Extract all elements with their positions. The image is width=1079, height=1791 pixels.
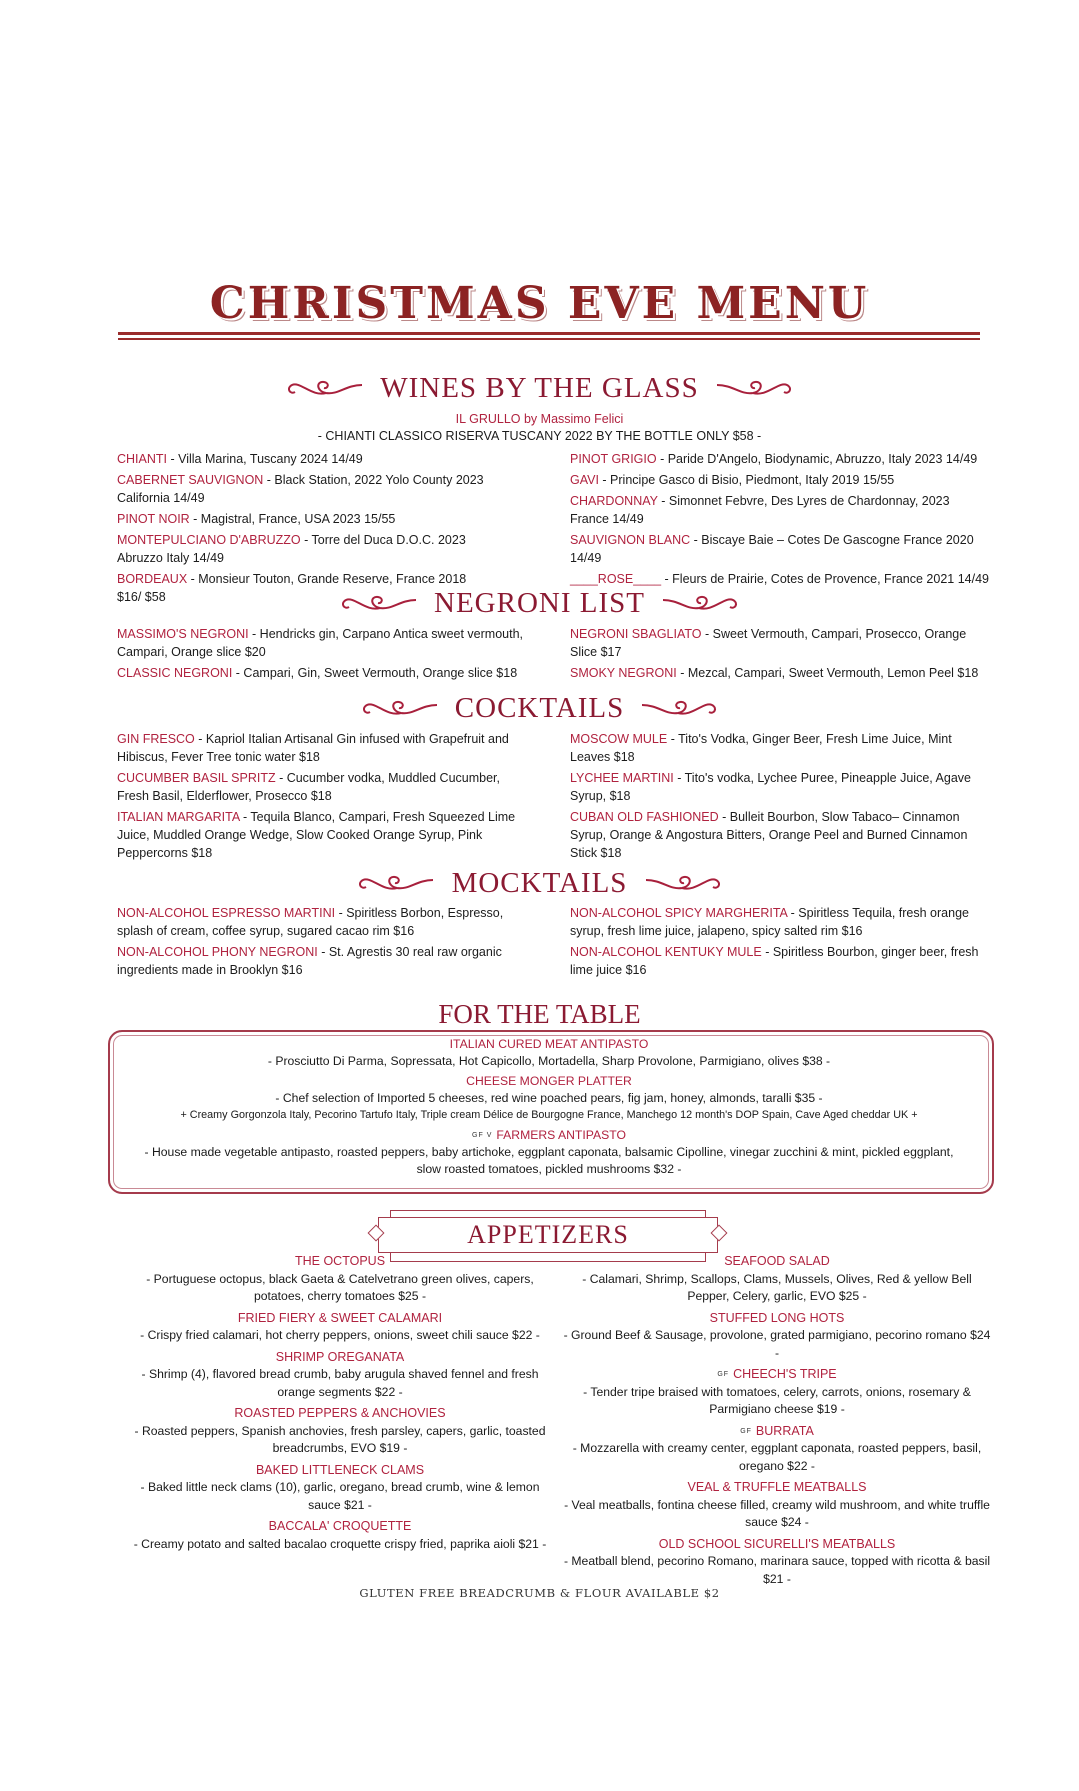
dietary-tag: GF [717, 1371, 730, 1379]
negroni-item: MASSIMO'S NEGRONI - Hendricks gin, Carpano Antica sweet vermouth, Campari, Orange slice $20 [117, 627, 524, 659]
dietary-tag: GF V [472, 1132, 493, 1140]
negroni-item: SMOKY NEGRONI - Mezcal, Campari, Sweet Vermouth, Lemon Peel $18 [570, 666, 979, 680]
negroni-right-column [570, 625, 990, 685]
swirl-right-icon [640, 697, 718, 719]
mocktails-heading-label: MOCKTAILS [451, 866, 628, 899]
wine-item: PINOT GRIGIO - Paride D'Angelo, Biodynamic, Abruzzo, Italy 2023 14/49 [570, 452, 978, 466]
appetizer-item: SEAFOOD SALAD - Calamari, Shrimp, Scallops, Clams, Mussels, Olives, Red & yellow Bell Pepper, Celery, garlic, EVO $25 - [582, 1254, 972, 1303]
mocktails-right-column [570, 904, 980, 982]
appetizer-item: BACCALA' CROQUETTE - Creamy potato and salted bacalao croquette crispy fried, paprika aioli $21 - [133, 1519, 547, 1551]
wines-right-column [570, 450, 990, 591]
dietary-tag: GF [740, 1427, 752, 1435]
swirl-left-icon [340, 592, 418, 614]
wine-item: MONTEPULCIANO D'ABRUZZO - Torre del Duca D.O.C. 2023 Abruzzo Italy 14/49 [117, 533, 466, 565]
appetizer-item: THE OCTOPUS - Portuguese octopus, black Gaeta & Catelvetrano green olives, capers, potatoes, cherry tomatoes $25 - [146, 1254, 534, 1303]
appetizer-item: OLD SCHOOL SICURELLI'S MEATBALLS - Meatball blend, pecorino Romano, marinara sauce, topped with ricotta & basil $21 - [563, 1536, 991, 1586]
appetizer-item: VEAL & TRUFFLE MEATBALLS - Veal meatballs, fontina cheese filled, creamy wild mushroom, and white truffle sauce $24 - [564, 1480, 990, 1530]
wine-item: BORDEAUX - Monsieur Touton, Grande Reserve, France 2018 $16/ $58 [117, 572, 467, 604]
mocktail-item: NON-ALCOHOL PHONY NEGRONI - St. Agrestis 30 real raw organic ingredients made in Brooklyn $16 [117, 945, 502, 977]
wine-item: CHIANTI - Villa Marina, Tuscany 2024 14/49 [117, 452, 363, 466]
mocktails-heading [0, 865, 1079, 900]
for-the-table-heading: FOR THE TABLE [438, 999, 641, 1029]
appetizers-right-column [562, 1253, 992, 1592]
cocktail-item: CUBAN OLD FASHIONED - Bulleit Bourbon, Slow Tabaco– Cinnamon Syrup, Orange & Angostura Bitters, Orange Peel and Burned Cinnamon Stick $18 [570, 810, 968, 860]
cocktails-heading-label: COCKTAILS [454, 691, 625, 724]
cocktails-right-column [570, 730, 980, 865]
swirl-left-icon [286, 377, 364, 399]
cocktail-item: ITALIAN MARGARITA - Tequila Blanco, Campari, Fresh Squeezed Lime Juice, Muddled Orange Wedge, Slow Cooked Orange Syrup, Pink Peppercorns $18 [117, 810, 516, 860]
swirl-left-icon [361, 697, 439, 719]
for-the-table-items [118, 1036, 980, 1178]
wines-heading [0, 370, 1079, 405]
mocktails-left-column [117, 904, 517, 982]
appetizer-item: SHRIMP OREGANATA - Shrimp (4), flavored bread crumb, baby arugula shaved fennel and fresh orange segments $22 - [141, 1349, 539, 1399]
featured-wine-desc: - CHIANTI CLASSICO RISERVA TUSCANY 2022 BY THE BOTTLE ONLY $58 - [317, 429, 762, 443]
title-rule-top [118, 332, 980, 335]
wine-item: PINOT NOIR - Magistral, France, USA 2023 15/55 [117, 512, 396, 526]
appetizer-item: GF BURRATA - Mozzarella with creamy center, eggplant caponata, roasted peppers, basil, oregano $22 - [572, 1423, 982, 1473]
mocktail-item: NON-ALCOHOL KENTUKY MULE - Spiritless Bourbon, ginger beer, fresh lime juice $16 [570, 945, 979, 977]
gluten-free-note: GLUTEN FREE BREADCRUMB & FLOUR AVAILABLE $2 [359, 1586, 720, 1600]
wine-item: CHARDONNAY - Simonnet Febvre, Des Lyres de Chardonnay, 2023 France 14/49 [570, 494, 950, 526]
cocktails-heading [0, 690, 1079, 725]
cocktail-item: MOSCOW MULE - Tito's Vodka, Ginger Beer, Fresh Lime Juice, Mint Leaves $18 [570, 732, 952, 764]
appetizer-item: STUFFED LONG HOTS - Ground Beef & Sausage, provolone, grated parmigiano, pecorino romano $24 - [563, 1310, 991, 1360]
negroni-item: CLASSIC NEGRONI - Campari, Gin, Sweet Vermouth, Orange slice $18 [117, 666, 518, 680]
cocktail-item: LYCHEE MARTINI - Tito's vodka, Lychee Puree, Pineapple Juice, Agave Syrup, $18 [570, 771, 971, 803]
wine-item: ____ROSE____ - Fleurs de Prairie, Cotes de Provence, France 2021 14/49 [570, 572, 989, 586]
table-item: ITALIAN CURED MEAT ANTIPASTO - Prosciutto Di Parma, Sopressata, Hot Capicollo, Mortadella, Sharp Provolone, Parmigiano, olives $38 - [267, 1037, 831, 1068]
table-item: GF V FARMERS ANTIPASTO - House made vegetable antipasto, roasted peppers, baby artichoke, eggplant caponata, balsamic Cipolline, vinegar zucchini & mint, pickled eggplant, slow roasted tomatoes, pickled mushrooms $32 - [144, 1128, 954, 1177]
appetizer-item: BAKED LITTLENECK CLAMS - Baked little neck clams (10), garlic, oregano, bread crumb, wine & lemon sauce $21 - [140, 1462, 540, 1512]
swirl-left-icon [357, 872, 435, 894]
mocktail-item: NON-ALCOHOL ESPRESSO MARTINI - Spiritless Borbon, Espresso, splash of cream, coffee syrup, sugared cacao rim $16 [117, 906, 504, 938]
cocktail-item: CUCUMBER BASIL SPRITZ - Cucumber vodka, Muddled Cucumber, Fresh Basil, Elderflower, Prosecco $18 [117, 771, 501, 803]
swirl-right-icon [644, 872, 722, 894]
appetizers-left-column [125, 1253, 555, 1557]
appetizers-heading-label: APPETIZERS [467, 1220, 629, 1249]
negroni-item: NEGRONI SBAGLIATO - Sweet Vermouth, Campari, Prosecco, Orange Slice $17 [570, 627, 967, 659]
negroni-heading [0, 585, 1079, 620]
wine-item: GAVI - Principe Gasco di Bisio, Piedmont, Italy 2019 15/55 [570, 473, 895, 487]
menu-title: CHRISTMAS EVE MENU [209, 278, 870, 329]
appetizer-item: ROASTED PEPPERS & ANCHOVIES - Roasted peppers, Spanish anchovies, fresh parsley, capers, garlic, toasted breadcrumbs, EVO $19 - [134, 1406, 546, 1455]
swirl-right-icon [715, 377, 793, 399]
appetizer-item: GF CHEECH'S TRIPE - Tender tripe braised with tomatoes, celery, carrots, onions, rosemary & Parmigiano cheese $19 - [583, 1367, 971, 1417]
cocktail-item: GIN FRESCO - Kapriol Italian Artisanal Gin infused with Grapefruit and Hibiscus, Fever Tree tonic water $18 [117, 732, 509, 764]
appetizer-item: FRIED FIERY & SWEET CALAMARI - Crispy fried calamari, hot cherry peppers, onions, sweet chili sauce $22 - [140, 1310, 540, 1342]
cocktails-left-column [117, 730, 527, 865]
negroni-heading-label: NEGRONI LIST [434, 586, 645, 619]
negroni-left-column [117, 625, 537, 685]
wines-heading-label: WINES BY THE GLASS [380, 371, 699, 404]
mocktail-item: NON-ALCOHOL SPICY MARGHERITA - Spiritless Tequila, fresh orange syrup, fresh lime juice, jalapeno, spicy salted rim $16 [570, 906, 969, 938]
wine-item: SAUVIGNON BLANC - Biscaye Baie – Cotes De Gascogne France 2020 14/49 [570, 533, 974, 565]
title-rule-bottom [118, 338, 980, 340]
swirl-right-icon [661, 592, 739, 614]
table-item: CHEESE MONGER PLATTER - Chef selection of Imported 5 cheeses, red wine poached pears, fig jam, honey, almonds, taralli $35 - + Creamy Gorgonzola Italy, Pecorino Tartufo Italy, Triple cream Délice de Bourgogne France, Manchego 12 month's DOP Spain, Cave Aged cheddar UK + [180, 1074, 918, 1121]
wine-item: CABERNET SAUVIGNON - Black Station, 2022 Yolo County 2023 California 14/49 [117, 473, 484, 505]
featured-wine-name: IL GRULLO by Massimo Felici [455, 412, 624, 426]
